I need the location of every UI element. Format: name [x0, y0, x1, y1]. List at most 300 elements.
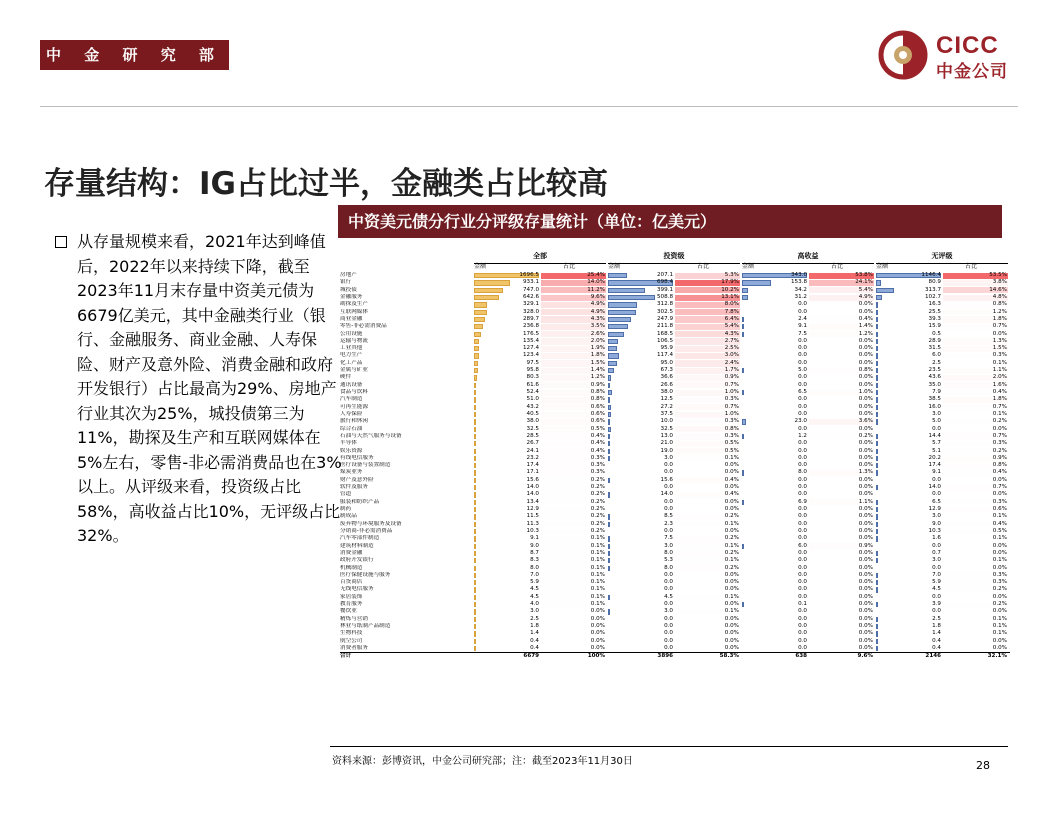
share-value: 0.4% [992, 389, 1007, 395]
amount-value: 0.0 [798, 593, 807, 600]
share-value: 0.2% [858, 432, 873, 439]
sub-header-share: 占比 [965, 263, 978, 270]
amount-value: 80.3 [526, 374, 539, 381]
industry-label: 旅行和休闲 [340, 418, 368, 425]
amount-value: 0.0 [798, 396, 807, 403]
share-value: 53.5% [989, 272, 1007, 278]
share-value: 0.3% [724, 418, 739, 425]
share-value: 0.0% [724, 571, 739, 578]
amount-value: 3896 [657, 653, 673, 660]
share-value: 0.0% [992, 491, 1007, 498]
amount-value: 0.0 [798, 425, 807, 432]
share-value: 0.2% [590, 498, 605, 505]
share-value: 13.1% [721, 293, 739, 300]
amount-value: 1.8 [932, 623, 941, 629]
share-value: 0.0% [992, 593, 1007, 600]
amount-value: 106.5 [656, 337, 673, 344]
industry-label: 软件及服务 [340, 484, 368, 491]
amount-value: 102.7 [924, 293, 941, 300]
share-value: 0.0% [724, 484, 739, 491]
table-row [340, 411, 1010, 418]
amount-value: 0.0 [664, 506, 673, 512]
share-value: 0.0% [858, 571, 873, 578]
amount-value: 117.4 [656, 352, 673, 359]
table-row [340, 301, 1010, 308]
share-value: 0.1% [590, 571, 605, 578]
amount-value: 13.0 [660, 432, 673, 439]
amount-value: 5.0 [798, 367, 807, 374]
amount-value: 0.0 [932, 491, 941, 498]
amount-value: 5.7 [932, 440, 941, 447]
industry-label: 生物科技 [340, 630, 363, 637]
industry-label: 汽车零部件制造 [340, 535, 380, 542]
share-value: 0.0% [858, 425, 873, 432]
slide-title: 存量结构：IG占比过半，金融类占比较高 [44, 166, 608, 202]
share-value: 1.2% [858, 330, 873, 337]
amount-value: 8.3 [530, 557, 539, 564]
share-value: 0.1% [724, 608, 739, 615]
table-row [340, 608, 1010, 615]
table-row [340, 535, 1010, 542]
amount-value: 2.5 [932, 359, 941, 366]
amount-value: 15.6 [526, 476, 539, 483]
share-value: 0.2% [590, 520, 605, 527]
table-row [340, 272, 1010, 279]
share-value: 2.6% [590, 330, 605, 337]
share-value: 0.0% [992, 542, 1007, 549]
industry-label: 硬件 [340, 374, 352, 381]
share-value: 0.8% [590, 389, 605, 395]
share-value: 0.0% [724, 637, 739, 644]
amount-value: 0.0 [664, 586, 673, 593]
share-value: 3.5% [590, 323, 605, 330]
amount-value: 0.0 [798, 586, 807, 593]
share-value: 0.1% [992, 513, 1007, 520]
industry-label: 食品与饮料 [340, 389, 368, 395]
share-value: 0.1% [724, 520, 739, 527]
table-row [340, 294, 1010, 301]
amount-value: 21.0 [660, 440, 673, 447]
amount-value: 95.9 [660, 345, 673, 352]
industry-label: 废弃物与环境服务及设备 [340, 520, 402, 527]
amount-value: 313.7 [924, 286, 941, 293]
amount-value: 0.0 [798, 644, 807, 651]
amount-value: 37.5 [660, 410, 673, 417]
share-value: 0.1% [992, 359, 1007, 366]
share-value: 0.0% [724, 498, 739, 505]
share-value: 3.0% [724, 352, 739, 359]
share-value: 0.0% [858, 403, 873, 410]
industry-label: 银行 [340, 279, 352, 286]
amount-value: 4.5 [530, 593, 539, 600]
share-value: 0.0% [992, 476, 1007, 483]
share-value: 0.9% [858, 542, 873, 549]
amount-value: 0.7 [932, 549, 941, 556]
amount-value: 16.3 [928, 301, 941, 308]
share-value: 0.0% [858, 454, 873, 461]
share-value: 0.1% [724, 454, 739, 461]
share-value: 2.7% [724, 337, 739, 344]
amount-value: 39.3 [928, 315, 941, 322]
amount-value: 1696.5 [519, 272, 539, 278]
amount-value: 1.2 [798, 432, 807, 439]
industry-label: 百货商店 [340, 579, 363, 586]
industry-label: 半导体 [340, 440, 357, 447]
share-value: 9.6% [857, 653, 873, 660]
amount-value: 28.5 [526, 432, 539, 439]
amount-value: 207.1 [656, 272, 673, 278]
amount-value: 3.0 [664, 542, 673, 549]
amount-value: 6.5 [798, 389, 807, 395]
amount-value: 3.0 [932, 410, 941, 417]
share-value: 1.3% [858, 469, 873, 476]
amount-value: 5.1 [932, 447, 941, 454]
industry-label: 医疗保健设施与服务 [340, 571, 391, 578]
amount-value: 642.6 [522, 293, 539, 300]
amount-value: 7.5 [664, 535, 673, 542]
source-note: 资料来源：彭博资讯，中金公司研究部；注：截至2023年11月30日 [332, 756, 633, 767]
amount-value: 9.1 [798, 323, 807, 330]
table-row [340, 418, 1010, 425]
table-row [340, 309, 1010, 316]
amount-value: 1.8 [530, 623, 539, 629]
share-value: 0.0% [858, 557, 873, 564]
amount-value: 0.0 [798, 454, 807, 461]
amount-value: 4.0 [530, 601, 539, 608]
share-value: 0.0% [992, 549, 1007, 556]
table-row [340, 638, 1010, 645]
industry-label: 林业与纸制产品制造 [340, 623, 391, 629]
share-value: 0.1% [992, 630, 1007, 637]
share-value: 1.6% [992, 381, 1007, 388]
amount-value: 24.1 [526, 447, 539, 454]
table-row [340, 491, 1010, 498]
share-value: 0.0% [858, 476, 873, 483]
table-row [340, 499, 1010, 506]
share-value: 0.0% [858, 615, 873, 622]
share-value: 0.1% [590, 601, 605, 608]
share-value: 0.4% [590, 432, 605, 439]
table-row [340, 352, 1010, 359]
amount-value: 0.0 [932, 542, 941, 549]
amount-value: 0.0 [932, 593, 941, 600]
amount-value: 15.9 [928, 323, 941, 330]
share-value: 0.2% [724, 549, 739, 556]
share-value: 0.0% [858, 352, 873, 359]
amount-value: 95.8 [526, 367, 539, 374]
share-value: 0.3% [590, 469, 605, 476]
share-value: 0.2% [992, 418, 1007, 425]
share-value: 4.9% [590, 308, 605, 315]
share-value: 2.5% [724, 345, 739, 352]
amount-value: 328.0 [522, 308, 539, 315]
share-value: 1.4% [858, 323, 873, 330]
amount-value: 23.2 [526, 454, 539, 461]
share-value: 0.0% [858, 308, 873, 315]
amount-value: 1.4 [530, 630, 539, 637]
industry-label: 医疗设备与装置制造 [340, 462, 391, 469]
sub-header-amount: 金额 [742, 263, 755, 270]
industry-label: 制药 [340, 506, 352, 512]
share-value: 100% [587, 653, 605, 660]
page-number: 28 [976, 759, 990, 772]
amount-value: 20.2 [928, 454, 941, 461]
table-row [340, 594, 1010, 601]
table-total-row [340, 652, 1010, 660]
amount-value: 7.5 [798, 330, 807, 337]
amount-value: 3.0 [932, 513, 941, 520]
amount-value: 2.4 [798, 315, 807, 322]
amount-value: 0.0 [798, 549, 807, 556]
share-value: 0.3% [724, 432, 739, 439]
amount-value: 17.1 [526, 469, 539, 476]
amount-value: 0.0 [798, 403, 807, 410]
amount-value: 67.3 [660, 367, 673, 374]
amount-value: 6.9 [798, 498, 807, 505]
amount-value: 9.1 [530, 535, 539, 542]
share-value: 0.0% [724, 462, 739, 469]
share-value: 4.3% [724, 330, 739, 337]
share-value: 0.0% [724, 469, 739, 476]
amount-value: 0.4 [530, 644, 539, 651]
share-value: 0.7% [992, 484, 1007, 491]
share-value: 0.9% [724, 374, 739, 381]
share-value: 0.0% [858, 527, 873, 534]
amount-value: 4.5 [664, 593, 673, 600]
share-value: 0.0% [858, 345, 873, 352]
industry-label: 工业其他 [340, 345, 363, 352]
amount-value: 34.2 [794, 286, 807, 293]
amount-value: 61.6 [526, 381, 539, 388]
share-value: 14.0% [587, 279, 605, 286]
share-value: 0.0% [724, 644, 739, 651]
table-row [340, 550, 1010, 557]
amount-value: 17.4 [526, 462, 539, 469]
table-row [340, 396, 1010, 403]
share-value: 0.0% [992, 637, 1007, 644]
amount-value: 0.1 [798, 601, 807, 608]
table-row [340, 440, 1010, 447]
industry-label: 教育服务 [340, 601, 363, 608]
share-value: 32.1% [987, 653, 1007, 660]
amount-value: 6.5 [932, 498, 941, 505]
group-header: 投资级 [608, 251, 740, 264]
share-value: 0.4% [724, 491, 739, 498]
amount-value: 3.0 [664, 454, 673, 461]
share-value: 0.1% [590, 579, 605, 586]
share-value: 0.3% [724, 396, 739, 403]
industry-label: 化工产品 [340, 359, 363, 366]
share-value: 3.6% [858, 418, 873, 425]
amount-value: 43.2 [526, 403, 539, 410]
amount-value: 0.4 [932, 637, 941, 644]
amount-value: 0.0 [798, 520, 807, 527]
amount-value: 25.5 [928, 308, 941, 315]
share-value: 0.4% [858, 315, 873, 322]
share-value: 1.1% [992, 367, 1007, 374]
amount-value: 0.0 [932, 425, 941, 432]
amount-value: 5.9 [932, 579, 941, 586]
share-value: 0.0% [590, 644, 605, 651]
share-value: 1.0% [724, 410, 739, 417]
table-row [340, 557, 1010, 564]
share-value: 17.9% [721, 279, 739, 286]
amount-value: 0.0 [798, 579, 807, 586]
share-value: 0.5% [724, 440, 739, 447]
amount-value: 31.2 [794, 293, 807, 300]
amount-value: 0.0 [664, 623, 673, 629]
industry-label: 勘探及生产 [340, 301, 368, 308]
industry-label: 有线电信服务 [340, 454, 374, 461]
table-row [340, 462, 1010, 469]
share-value: 1.2% [992, 308, 1007, 315]
table-row [340, 616, 1010, 623]
amount-value: 95.0 [660, 359, 673, 366]
share-value: 0.0% [858, 637, 873, 644]
share-value: 0.7% [992, 403, 1007, 410]
share-value: 0.0% [858, 484, 873, 491]
table-row [340, 630, 1010, 637]
amount-value: 0.0 [664, 498, 673, 505]
amount-value: 23.0 [794, 418, 807, 425]
amount-value: 97.5 [526, 359, 539, 366]
share-value: 1.3% [992, 337, 1007, 344]
amount-value: 14.0 [526, 484, 539, 491]
table-row [340, 374, 1010, 381]
amount-value: 9.0 [932, 520, 941, 527]
amount-value: 35.0 [928, 381, 941, 388]
industry-label: 商业金融 [340, 315, 363, 322]
share-value: 0.0% [590, 637, 605, 644]
table-row [340, 601, 1010, 608]
table-row [340, 513, 1010, 520]
amount-value: 168.5 [656, 330, 673, 337]
amount-value: 9.0 [530, 542, 539, 549]
amount-value: 123.4 [522, 352, 539, 359]
amount-value: 211.8 [656, 323, 673, 330]
amount-value: 0.0 [798, 462, 807, 469]
amount-value: 5.9 [530, 579, 539, 586]
amount-value: 32.5 [526, 425, 539, 432]
amount-value: 0.0 [664, 484, 673, 491]
share-value: 0.0% [724, 586, 739, 593]
table-row [340, 521, 1010, 528]
table-row [340, 586, 1010, 593]
amount-value: 12.9 [928, 506, 941, 512]
share-value: 0.0% [858, 396, 873, 403]
amount-value: 747.0 [522, 286, 539, 293]
amount-value: 0.0 [798, 337, 807, 344]
share-value: 1.4% [590, 367, 605, 374]
amount-value: 933.1 [522, 279, 539, 286]
amount-value: 4.5 [932, 586, 941, 593]
share-value: 2.0% [590, 337, 605, 344]
share-value: 0.4% [590, 440, 605, 447]
amount-value: 0.0 [798, 381, 807, 388]
share-value: 5.3% [724, 272, 739, 278]
share-value: 0.3% [992, 352, 1007, 359]
share-value: 0.0% [992, 330, 1007, 337]
amount-value: 236.8 [522, 323, 539, 330]
bullet-square-icon [55, 236, 67, 248]
share-value: 4.9% [858, 293, 873, 300]
share-value: 0.0% [724, 527, 739, 534]
industry-label: 机械制造 [340, 564, 363, 571]
share-value: 0.7% [724, 403, 739, 410]
share-value: 0.5% [992, 527, 1007, 534]
amount-value: 1146.4 [921, 272, 941, 278]
share-value: 0.2% [724, 535, 739, 542]
share-value: 0.4% [590, 447, 605, 454]
amount-value: 343.0 [790, 272, 807, 278]
industry-label: 娱乐资源 [340, 447, 363, 454]
amount-value: 0.0 [664, 579, 673, 586]
share-value: 0.0% [858, 301, 873, 308]
amount-value: 4.5 [530, 586, 539, 593]
share-value: 0.8% [858, 367, 873, 374]
share-value: 3.8% [992, 279, 1007, 286]
industry-label: 合计 [340, 653, 352, 660]
amount-value: 698.4 [656, 279, 673, 286]
amount-value: 399.1 [656, 286, 673, 293]
share-value: 0.0% [858, 506, 873, 512]
amount-value: 0.4 [530, 637, 539, 644]
industry-label: 管道 [340, 491, 352, 498]
share-value: 2.4% [724, 359, 739, 366]
logo-text-en: CICC [936, 32, 999, 59]
share-value: 0.0% [724, 579, 739, 586]
share-value: 0.2% [590, 513, 605, 520]
amount-value: 0.0 [664, 527, 673, 534]
share-value: 7.8% [724, 308, 739, 315]
amount-value: 6.0 [932, 352, 941, 359]
industry-label: 人寿保险 [340, 410, 363, 417]
share-value: 5.4% [724, 323, 739, 330]
share-value: 0.1% [992, 615, 1007, 622]
amount-value: 1.6 [932, 535, 941, 542]
amount-value: 23.5 [928, 367, 941, 374]
share-value: 2.0% [992, 374, 1007, 381]
share-value: 0.8% [590, 396, 605, 403]
share-value: 0.8% [724, 425, 739, 432]
amount-value: 0.0 [798, 623, 807, 629]
industry-label: 可再生能源 [340, 403, 368, 410]
amount-value: 8.5 [664, 513, 673, 520]
industry-label: 无线电信服务 [340, 586, 374, 593]
amount-value: 127.4 [522, 345, 539, 352]
amount-value: 0.0 [798, 447, 807, 454]
share-value: 4.3% [590, 315, 605, 322]
share-value: 9.6% [590, 293, 605, 300]
amount-value: 7.9 [932, 389, 941, 395]
table-row [340, 404, 1010, 411]
group-header: 无评级 [876, 251, 1008, 264]
industry-label: 综合石油 [340, 425, 363, 432]
share-value: 0.9% [992, 454, 1007, 461]
table-row [340, 543, 1010, 550]
cicc-logo-icon [878, 30, 928, 80]
amount-value: 10.3 [928, 527, 941, 534]
share-value: 0.0% [858, 513, 873, 520]
section-label: 中 金 研 究 部 [40, 40, 229, 70]
table-header [340, 251, 1010, 272]
table-row [340, 579, 1010, 586]
share-value: 0.3% [992, 498, 1007, 505]
industry-label: 家居装饰 [340, 593, 363, 600]
share-value: 0.1% [992, 557, 1007, 564]
body-paragraph: 从存量规模来看，2021年达到峰值后，2022年以来持续下降，截至2023年11月末存量中资美元债为6679亿美元，其中金融类行业（银行、金融服务、商业金融、人寿保险、财产及意外险、消费金融和政府开发银行）占比最高为29%、房地产行业其次为25%，城投债第三为11%，勘探及生产和互联网媒体在5%左右，零售-非必需消费品也在3%以上。从评级来看，投资级占比58%，高收益占比10%，无评级占比32%。 [77, 232, 342, 545]
amount-value: 8.0 [664, 549, 673, 556]
